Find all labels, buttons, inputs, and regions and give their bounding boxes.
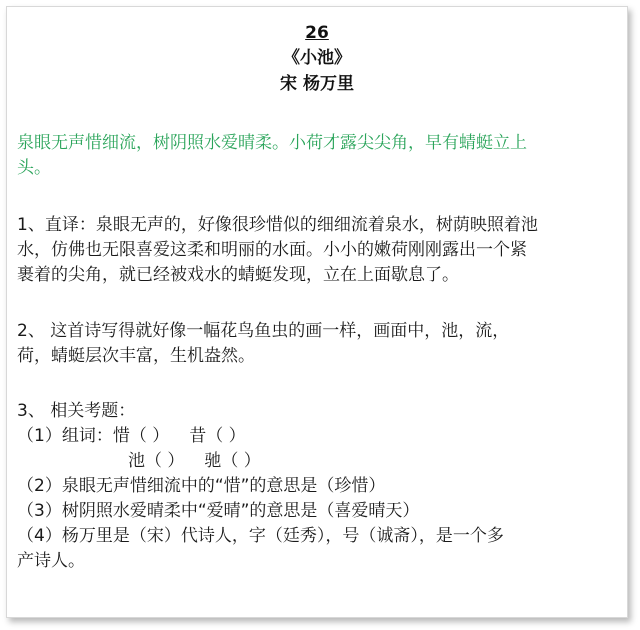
- text-line: 裹着的尖角，就已经被戏水的蜻蜓发现，立在上面歇息了。: [17, 265, 459, 285]
- text-line: 1、直译：泉眼无声的，好像很珍惜似的细细流着泉水，树荫映照着池: [17, 215, 538, 235]
- question-4-line-1: （4）杨万里是（宋）代诗人，字（廷秀），号（诚斋），是一个多: [17, 526, 504, 546]
- question-3: （3）树阴照水爱晴柔中“爱晴”的意思是（喜爱晴天）: [17, 501, 420, 521]
- translation-section: [17, 213, 619, 288]
- question-1-part-b: 昔（ ）: [189, 426, 246, 446]
- question-1-row-2: [17, 449, 619, 474]
- question-4-line-2: 产诗人。: [17, 551, 85, 571]
- question-1-part-c: 池（ ）: [128, 451, 185, 471]
- document-page: [6, 6, 628, 618]
- text-line: 荷，蜻蜓层次丰富，生机盎然。: [17, 346, 255, 366]
- poem-author: 宋 杨万里: [280, 74, 354, 94]
- text-line: 2、 这首诗写得就好像一幅花鸟鱼虫的画一样，画面中，池，流，: [17, 321, 510, 341]
- question-1-row-1: [17, 424, 619, 449]
- poem-header: [7, 21, 627, 97]
- analysis-section: [17, 319, 619, 369]
- question-1-part-d: 驰（ ）: [204, 451, 261, 471]
- poem-line: 头。: [17, 158, 51, 178]
- text-line: 水，仿佛也无限喜爱这柔和明丽的水面。小小的嫩荷刚刚露出一个紧: [17, 240, 527, 260]
- question-2: （2）泉眼无声惜细流中的“惜”的意思是（珍惜）: [17, 476, 386, 496]
- section-heading: 3、 相关考题：: [17, 401, 136, 421]
- poem-number: 26: [305, 23, 329, 43]
- poem-line: 泉眼无声惜细流，树阴照水爱晴柔。小荷才露尖尖角，早有蜻蜓立上: [17, 133, 527, 153]
- poem-title: 《小池》: [283, 48, 351, 68]
- exam-questions-section: [17, 399, 619, 574]
- question-1-part-a: （1）组词：惜（ ）: [17, 426, 170, 446]
- poem-text: [17, 131, 619, 181]
